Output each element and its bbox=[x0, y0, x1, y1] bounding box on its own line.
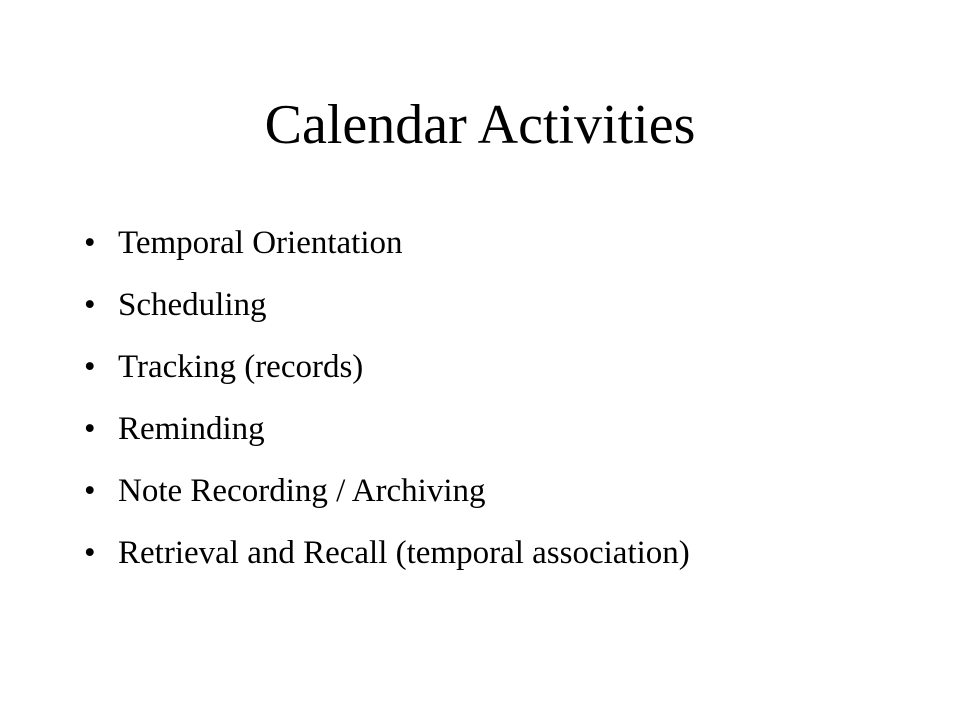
bullet-item bbox=[84, 346, 690, 408]
bullet-text: Reminding bbox=[118, 411, 265, 447]
bullet-item bbox=[84, 532, 690, 594]
bullet-text: Retrieval and Recall (temporal association) bbox=[118, 535, 690, 571]
bullet-text: Temporal Orientation bbox=[118, 225, 403, 261]
bullet-dot-icon: • bbox=[84, 535, 96, 571]
bullet-text: Scheduling bbox=[118, 287, 267, 323]
bullet-dot-icon: • bbox=[84, 225, 96, 261]
bullet-dot-icon: • bbox=[84, 411, 96, 447]
bullet-item bbox=[84, 284, 690, 346]
bullet-dot-icon: • bbox=[84, 287, 96, 323]
bullet-text: Note Recording / Archiving bbox=[118, 473, 486, 509]
slide-title: Calendar Activities bbox=[264, 94, 696, 156]
bullet-item bbox=[84, 222, 690, 284]
bullet-item bbox=[84, 408, 690, 470]
bullet-list bbox=[84, 222, 690, 594]
bullet-text: Tracking (records) bbox=[118, 349, 364, 385]
bullet-dot-icon: • bbox=[84, 349, 96, 385]
bullet-item bbox=[84, 470, 690, 532]
bullet-dot-icon: • bbox=[84, 473, 96, 509]
